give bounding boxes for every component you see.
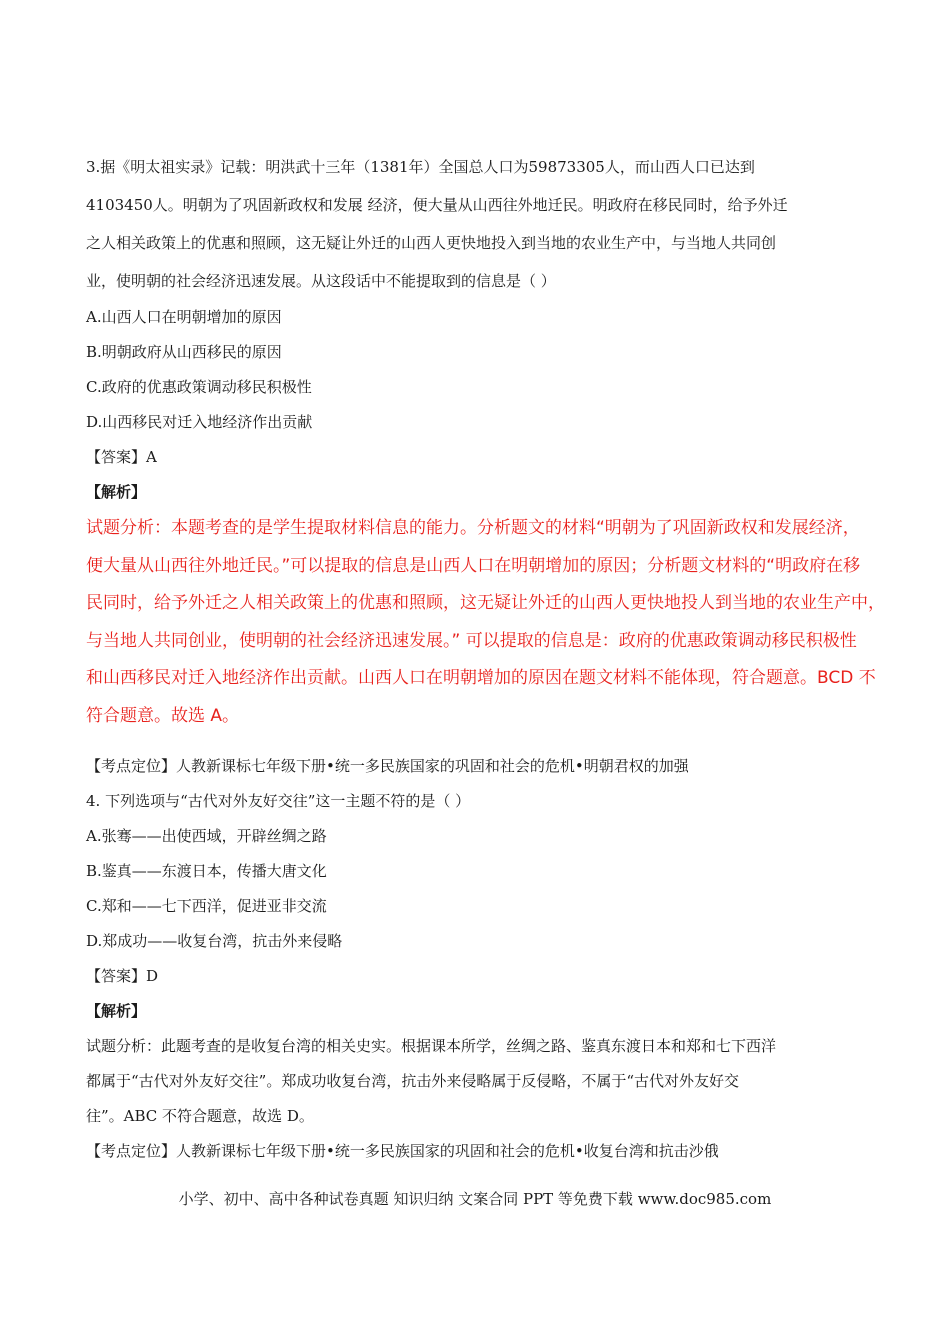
q3-analysis-line: 和山西移民对迁入地经济作出贡献。山西人口在明朝增加的原因在题文材料不能体现，符合题意。BCD 不: [86, 668, 876, 688]
q3-option-d: D.山西移民对迁入地经济作出贡献: [86, 413, 313, 431]
q3-stem-line: 业，使明朝的社会经济迅速发展。从这段话中不能提取到的信息是（ ）: [86, 272, 556, 290]
q3-analysis-line: 便大量从山西往外地迁民。”可以提取的信息是山西人口在明朝增加的原因；分析题文材料的“明政府在移: [86, 555, 861, 576]
q3-option-a: A.山西人口在明朝增加的原因: [86, 308, 282, 326]
document-content: [86, 148, 885, 1169]
q3-analysis-label: 【解析】: [86, 483, 147, 501]
q3-option-b: B.明朝政府从山西移民的原因: [86, 343, 282, 361]
q3-analysis: [86, 510, 885, 735]
q3-stem-line: 之人相关政策上的优惠和照顾，这无疑让外迁的山西人更快地投入到当地的农业生产中，与当地人共同创: [86, 234, 777, 252]
q4-answer: 【答案】D: [86, 967, 159, 985]
q4-analysis-line: 都属于“古代对外友好交往”。郑成功收复台湾，抗击外来侵略属于反侵略，不属于“古代对外友好交: [86, 1072, 740, 1090]
q3-analysis-line: 符合题意。故选 A。: [86, 705, 240, 726]
q3-analysis-line: 与当地人共同创业，使明朝的社会经济迅速发展。” 可以提取的信息是：政府的优惠政策调动移民积极性: [86, 630, 857, 651]
q4-kaodian: 【考点定位】人教新课标七年级下册•统一多民族国家的巩固和社会的危机•收复台湾和抗击沙俄: [86, 1142, 719, 1160]
q4-option-a: A.张骞——出使西域，开辟丝绸之路: [86, 827, 327, 845]
q4-option-d: D.郑成功——收复台湾，抗击外来侵略: [86, 932, 343, 950]
q3-analysis-line: 民同时，给予外迁之人相关政策上的优惠和照顾，这无疑让外迁的山西人更快地投人到当地的农业生产中，: [86, 593, 885, 613]
q4-option-c: C.郑和——七下西洋，促进亚非交流: [86, 897, 327, 915]
q4-analysis-line: 往”。ABC 不符合题意，故选 D。: [86, 1107, 314, 1125]
q3-kaodian: 【考点定位】人教新课标七年级下册•统一多民族国家的巩固和社会的危机•明朝君权的加强: [86, 757, 689, 775]
spacer: [86, 735, 866, 749]
question-3: [86, 148, 885, 784]
q3-answer: 【答案】A: [86, 448, 157, 466]
q4-option-b: B.鉴真——东渡日本，传播大唐文化: [86, 862, 327, 880]
q3-analysis-line: 试题分析：本题考查的是学生提取材料信息的能力。分析题文的材料“明朝为了巩固新政权和发展经济，: [86, 518, 860, 538]
question-4: [86, 784, 866, 1169]
q4-analysis-line: 试题分析：此题考查的是收复台湾的相关史实。根据课本所学，丝绸之路、鉴真东渡日本和郑和七下西洋: [86, 1037, 777, 1055]
q3-stem-line: 4103450人。明朝为了巩固新政权和发展 经济，便大量从山西往外地迁民。明政府在移民同时，给予外迁: [86, 196, 788, 214]
page-footer: 小学、初中、高中各种试卷真题 知识归纳 文案合同 PPT 等免费下载 www.doc985.com: [178, 1190, 772, 1208]
q3-stem-line: 3.据《明太祖实录》记载：明洪武十三年（1381年）全国总人口为59873305人，而山西人口已达到: [86, 158, 755, 176]
q4-analysis-label: 【解析】: [86, 1002, 147, 1020]
q4-stem: 4. 下列选项与“古代对外友好交往”这一主题不符的是（ ）: [86, 792, 471, 810]
q3-option-c: C.政府的优惠政策调动移民积极性: [86, 378, 312, 396]
